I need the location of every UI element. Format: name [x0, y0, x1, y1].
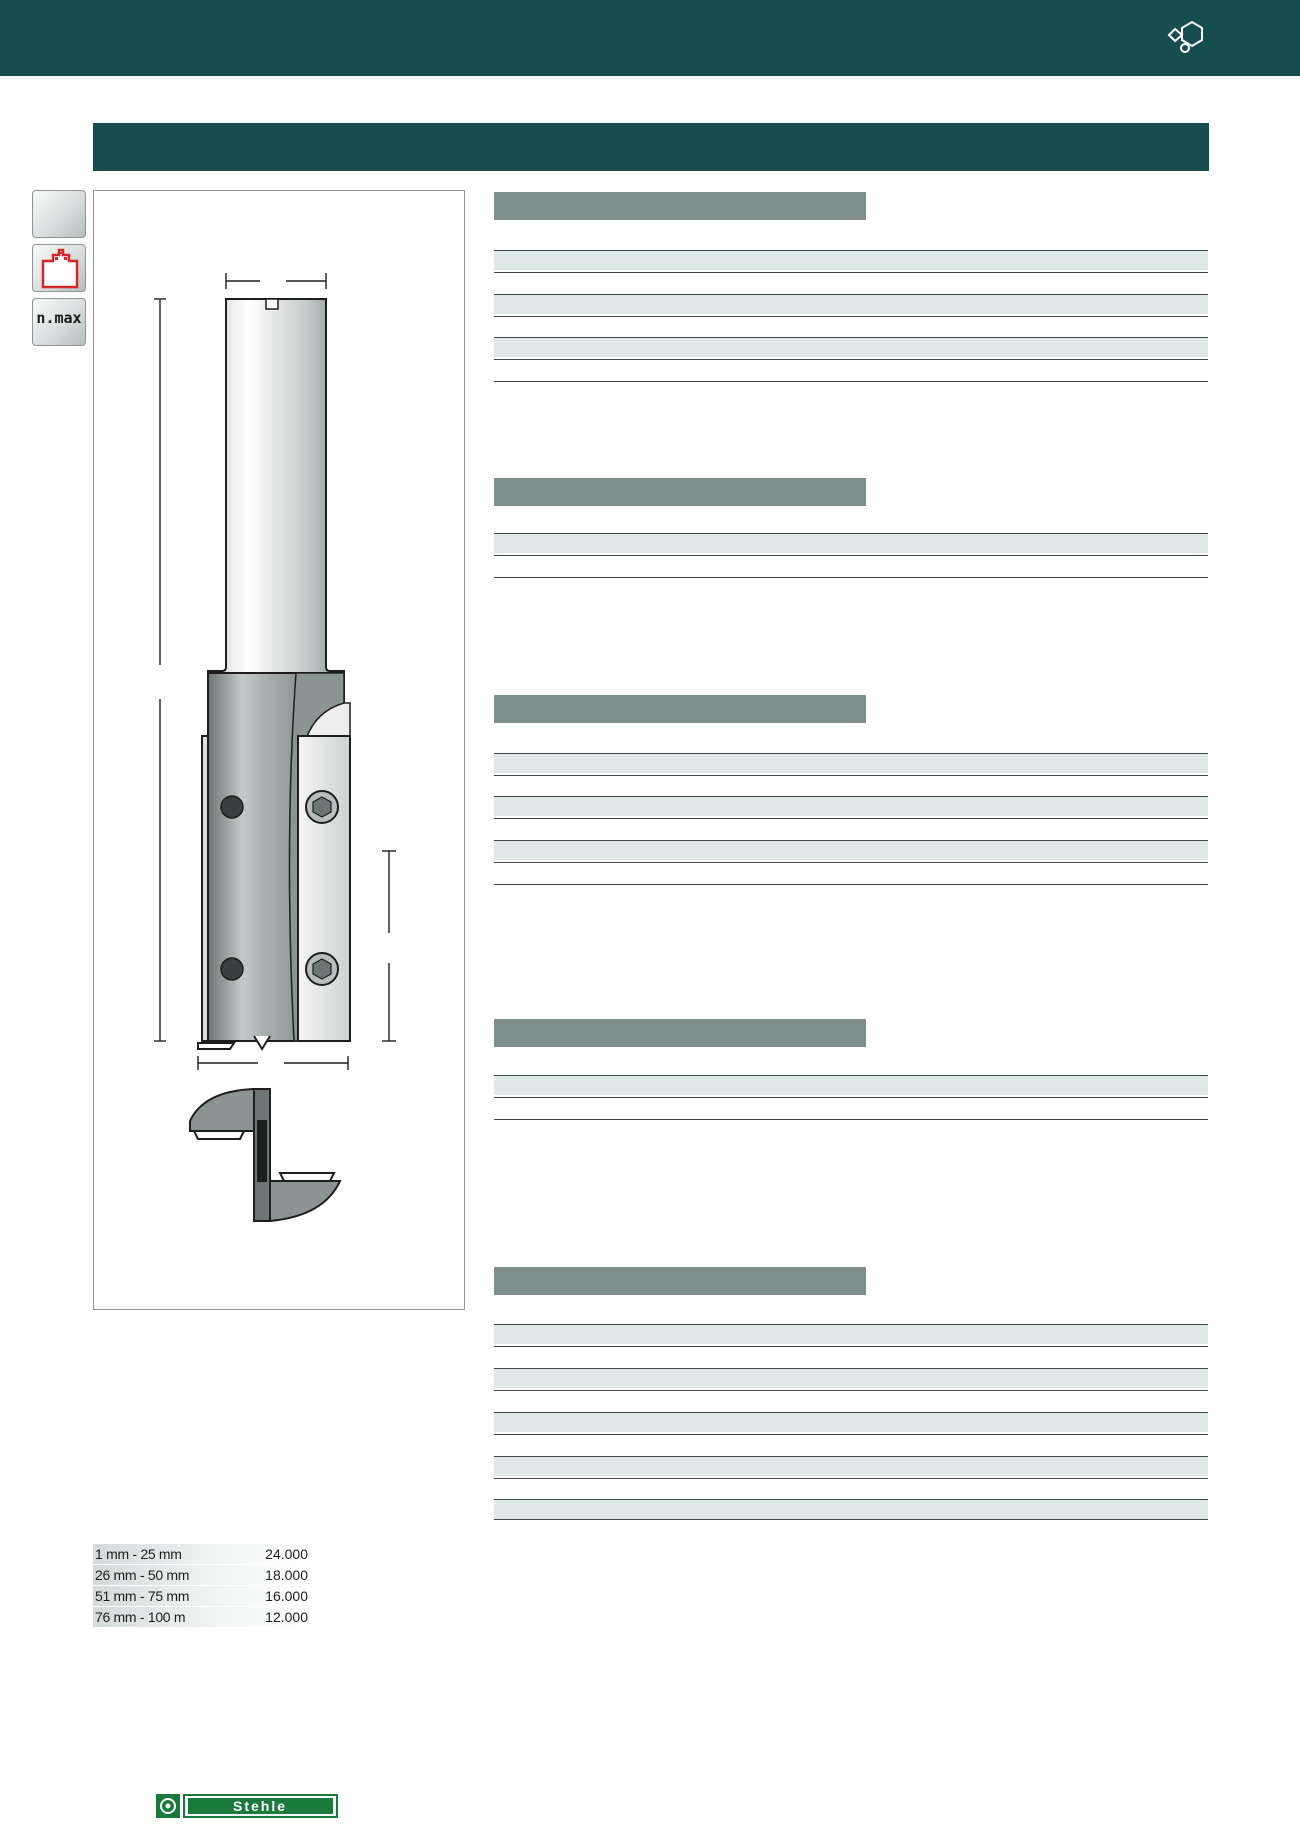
max-rpm: 16.000: [265, 1588, 308, 1604]
table-row: [494, 753, 1208, 773]
table-row: [494, 272, 1208, 292]
table-row: [494, 818, 1208, 838]
table-row: [494, 1075, 1208, 1095]
max-rpm: 18.000: [265, 1567, 308, 1583]
table-end-line: [494, 381, 1208, 382]
table-end-line: [494, 884, 1208, 885]
diameter-range: 26 mm - 50 mm: [95, 1567, 190, 1583]
stehle-logo: [156, 1794, 338, 1818]
table-row: [494, 1324, 1208, 1344]
table-row: [494, 316, 1208, 336]
table-row: [494, 533, 1208, 553]
diameter-range: 1 mm - 25 mm: [95, 1546, 182, 1562]
diameter-range: 51 mm - 75 mm: [95, 1588, 190, 1604]
table-row: [494, 1368, 1208, 1388]
section-header-1: [494, 192, 866, 220]
top-header-bar: [0, 0, 1300, 76]
table-row: [494, 359, 1208, 379]
table-row: [494, 1346, 1208, 1366]
table-row: [494, 862, 1208, 882]
table-end-line: [494, 577, 1208, 578]
section-header-2: [494, 478, 866, 506]
table-row: [494, 1456, 1208, 1476]
max-rpm: 12.000: [265, 1609, 308, 1625]
table-row: [494, 1097, 1208, 1117]
table-row: [494, 796, 1208, 816]
product-title-bar: [93, 123, 1209, 171]
speed-row: [93, 1607, 310, 1628]
speed-row: [93, 1544, 310, 1565]
table-row: [494, 1412, 1208, 1432]
table-end-line: [494, 1119, 1208, 1120]
svg-text:Stehle: Stehle: [232, 1798, 288, 1814]
table-row: [494, 840, 1208, 860]
tool-drawing-frame: [93, 190, 465, 1310]
table-row: [494, 1434, 1208, 1454]
table-row: [494, 775, 1208, 795]
table-end-line: [494, 1519, 1208, 1520]
table-row: [494, 337, 1208, 357]
max-speed-table: [93, 1544, 310, 1628]
cutter-outline-icon: [1165, 18, 1213, 58]
section-header-4: [494, 1019, 866, 1047]
max-speed-icon: [32, 298, 86, 346]
max-rpm: 24.000: [265, 1546, 308, 1562]
speed-row: [93, 1565, 310, 1586]
section-header-5: [494, 1267, 866, 1295]
diameter-range: 76 mm - 100 m: [95, 1609, 186, 1625]
speed-row: [93, 1586, 310, 1607]
table-row: [494, 1499, 1208, 1519]
section-header-3: [494, 695, 866, 723]
profile-cut-icon: [32, 244, 86, 292]
max-speed-label: n.max: [36, 309, 82, 327]
table-row: [494, 1478, 1208, 1498]
table-row: [494, 1390, 1208, 1410]
table-row: [494, 250, 1208, 270]
table-row: [494, 555, 1208, 575]
table-row: [494, 294, 1208, 314]
tool-material-icon: [32, 190, 86, 238]
router-bit-drawing: [94, 191, 466, 1311]
